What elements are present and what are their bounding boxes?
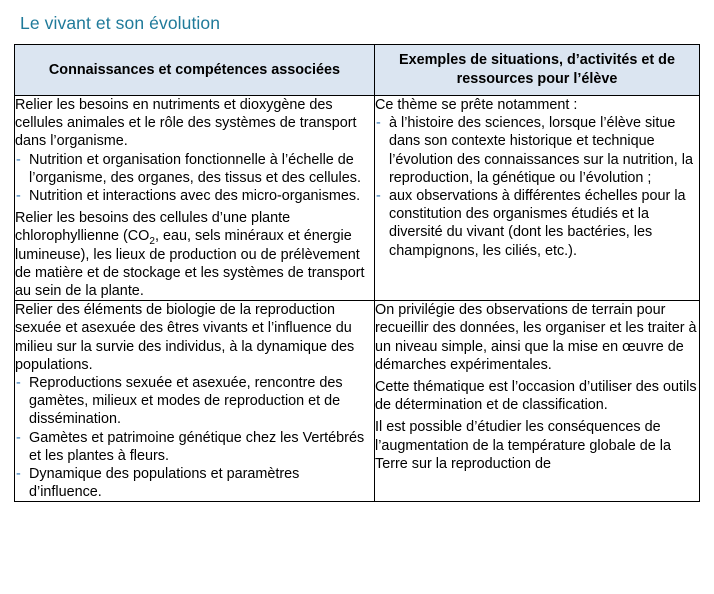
dash-list [15,151,374,206]
table-row [15,301,700,502]
list-item: - Nutrition et organisation fonctionnelle à l’échelle de l’organisme, des organes, des tissus et des cellules. [15,151,374,187]
paragraph: Relier les besoins en nutriments et dioxygène des cellules animales et le rôle des systèmes de transport dans l’organisme. [15,97,357,150]
section-title: Le vivant et son évolution [20,13,221,33]
paragraph: Ce thème se prête notamment : [375,97,578,113]
subscript: 2 [149,236,155,248]
curriculum-table [14,44,700,502]
text-span: Relier les besoins des cellules d’une plante chlorophyllienne (CO [15,210,291,245]
list-item: - Reproductions sexuée et asexuée, rencontre des gamètes, milieux et modes de reproduction et de dissémination. [15,374,374,429]
paragraph: On privilégie des observations de terrain pour recueillir des données, les organiser et les traiter à un niveau simple, ainsi que la mise en œuvre de démarches expérimentales. [375,302,697,373]
paragraph: Relier des éléments de biologie de la reproduction sexuée et asexuée des êtres vivants et l’influence du milieu sur la survie des individus, à la dynamique des populations. [15,302,355,373]
paragraph: Cette thématique est l’occasion d’utiliser des outils de détermination et de classification. [375,379,697,414]
list-item: - à l’histoire des sciences, lorsque l’élève situe dans son contexte historique et technique l’évolution des connaissances sur la nutrition, la reproduction, la génétique ou l’évolution ; [375,114,699,187]
column-header-competences: Connaissances et compétences associées [15,45,375,96]
paragraph [15,209,374,300]
list-item: - aux observations à différentes échelles pour la constitution des organismes étudiés et la diversité du vivant (dont les bactéries, les champignons, les ciliés, etc.). [375,187,699,260]
table-row [15,96,700,301]
text-span: , eau, sels minéraux et énergie lumineuse), les lieux de production ou de prélèvement de matière et de stockage et les systèmes de transport au sein de la plante. [15,228,365,300]
table-header-row [15,45,700,96]
paragraph: Il est possible d’étudier les conséquences de l’augmentation de la température globale de la Terre sur la reproduction de [375,419,672,472]
table-cell [375,96,700,301]
dash-list [15,374,374,501]
list-item: - Nutrition et interactions avec des micro-organismes. [15,187,374,205]
table-cell [375,301,700,502]
column-header-situations: Exemples de situations, d’activités et de ressources pour l’élève [375,45,700,96]
table-cell [15,96,375,301]
list-item: - Dynamique des populations et paramètres d’influence. [15,465,374,501]
table-cell [15,301,375,502]
dash-list [375,114,699,260]
list-item: - Gamètes et patrimoine génétique chez les Vertébrés et les plantes à fleurs. [15,429,374,465]
